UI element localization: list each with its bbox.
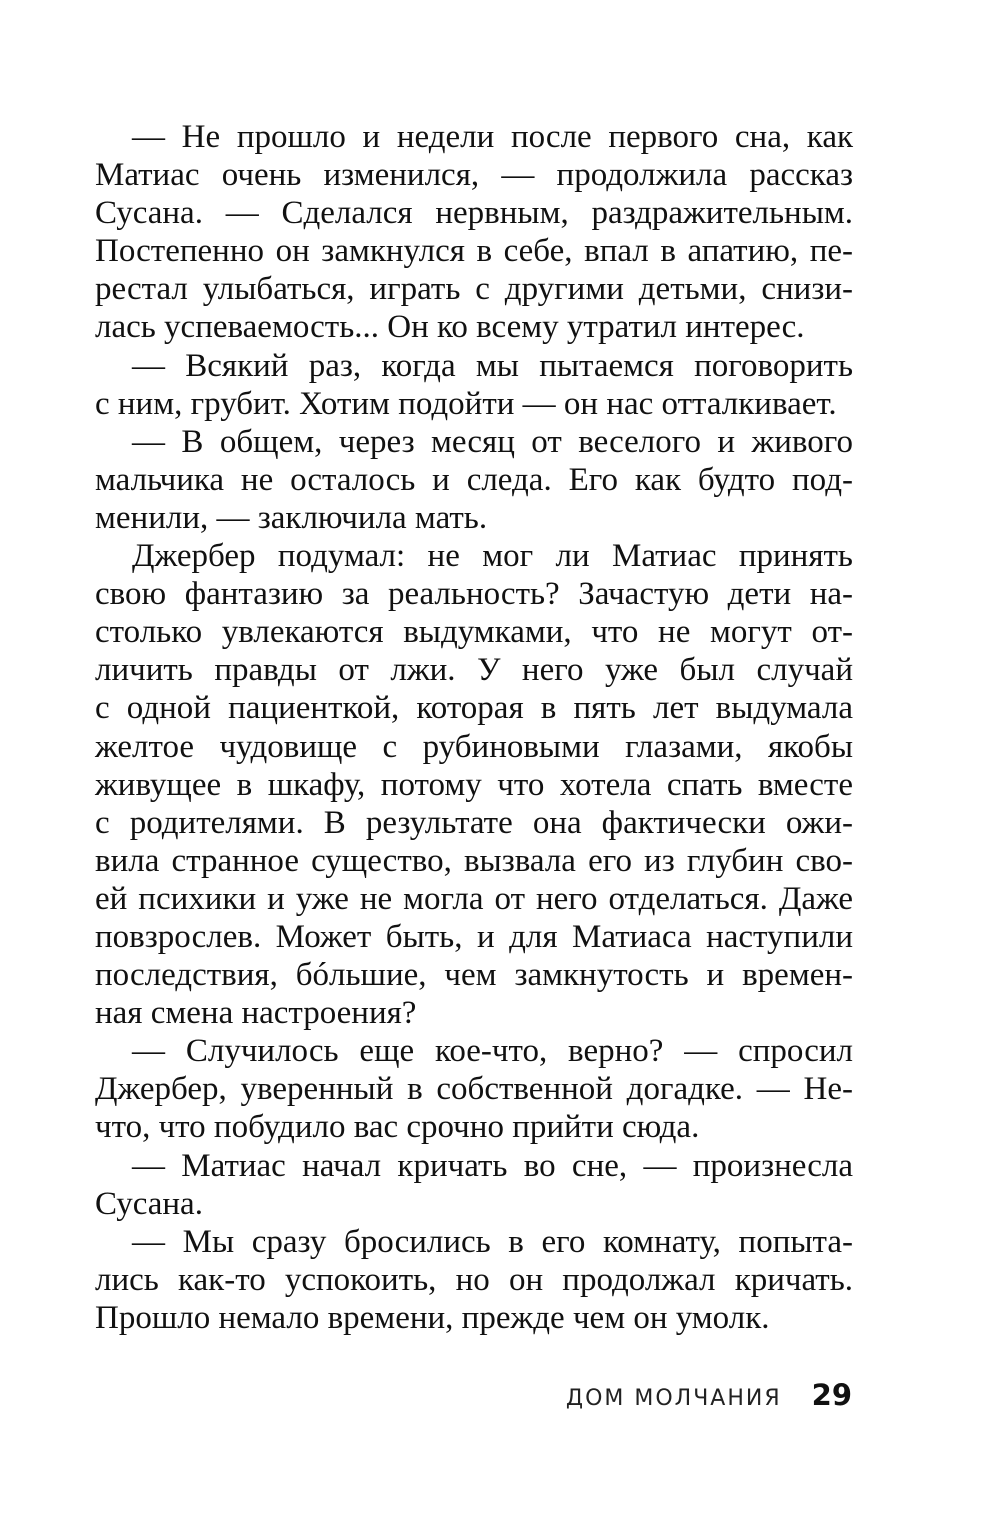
text-line: Матиас очень изменился, — продолжила рассказ	[95, 157, 853, 194]
text-line: мальчика не осталось и следа. Его как будто под-	[95, 461, 853, 498]
text-line: столько увлекаются выдумками, что не могут от-	[95, 614, 853, 651]
text-line: Сусана.	[95, 1185, 203, 1222]
text-line: Прошло немало времени, прежде чем он умолк.	[95, 1299, 770, 1336]
text-line: повзрослев. Может быть, и для Матиаса наступили	[95, 918, 853, 955]
page-footer	[566, 1378, 852, 1414]
text-line: желтое чудовище с рубиновыми глазами, якобы	[95, 728, 853, 765]
text-line: последствия, бóльшие, чем замкнутость и времен-	[95, 957, 853, 994]
text-line: Постепенно он замкнулся в себе, впал в апатию, пе-	[95, 233, 853, 270]
text-line: с одной пациенткой, которая в пять лет выдумала	[95, 690, 853, 727]
text-line: лись как-то успокоить, но он продолжал кричать.	[95, 1261, 853, 1298]
text-line: — Матиас начал кричать во сне, — произнесла	[132, 1147, 853, 1184]
text-line: ей психики и уже не могла от него отделаться. Даже	[95, 880, 853, 917]
text-line: вила странное существо, вызвала его из глубин сво-	[95, 842, 853, 879]
text-line: рестал улыбаться, играть с другими детьми, снизи-	[95, 271, 853, 308]
text-line: с родителями. В результате она фактически ожи-	[95, 804, 853, 841]
text-line: — Мы сразу бросились в его комнату, попыта-	[132, 1223, 853, 1260]
text-line: с ним, грубит. Хотим подойти — он нас отталкивает.	[95, 385, 837, 422]
running-title: ДОМ МОЛЧАНИЯ	[565, 1386, 782, 1411]
text-line: живущее в шкафу, потому что хотела спать вместе	[95, 766, 853, 803]
text-line: Сусана. — Сделался нервным, раздражительным.	[95, 195, 853, 232]
text-line: — Не прошло и недели после первого сна, как	[132, 119, 853, 155]
text-line: ная смена настроения?	[95, 995, 417, 1032]
page-number: 29	[811, 1378, 852, 1412]
text-line: что, что побудило вас срочно прийти сюда.	[95, 1109, 700, 1146]
text-line: свою фантазию за реальность? Зачастую дети на-	[95, 576, 853, 613]
body-text	[95, 118, 853, 1337]
text-line: лась успеваемость... Он ко всему утратил интерес.	[95, 309, 805, 346]
text-line: Джербер, уверенный в собственной догадке. — Не-	[95, 1071, 853, 1108]
text-line: — В общем, через месяц от веселого и живого	[132, 423, 853, 460]
text-line: Джербер подумал: не мог ли Матиас принять	[132, 538, 853, 575]
text-line: — Всякий раз, когда мы пытаемся поговорить	[132, 347, 853, 384]
text-line: личить правды от лжи. У него уже был случай	[95, 652, 853, 689]
text-line: — Случилось еще кое-что, верно? — спросил	[132, 1033, 853, 1070]
text-line: менили, — заключила мать.	[95, 499, 488, 536]
